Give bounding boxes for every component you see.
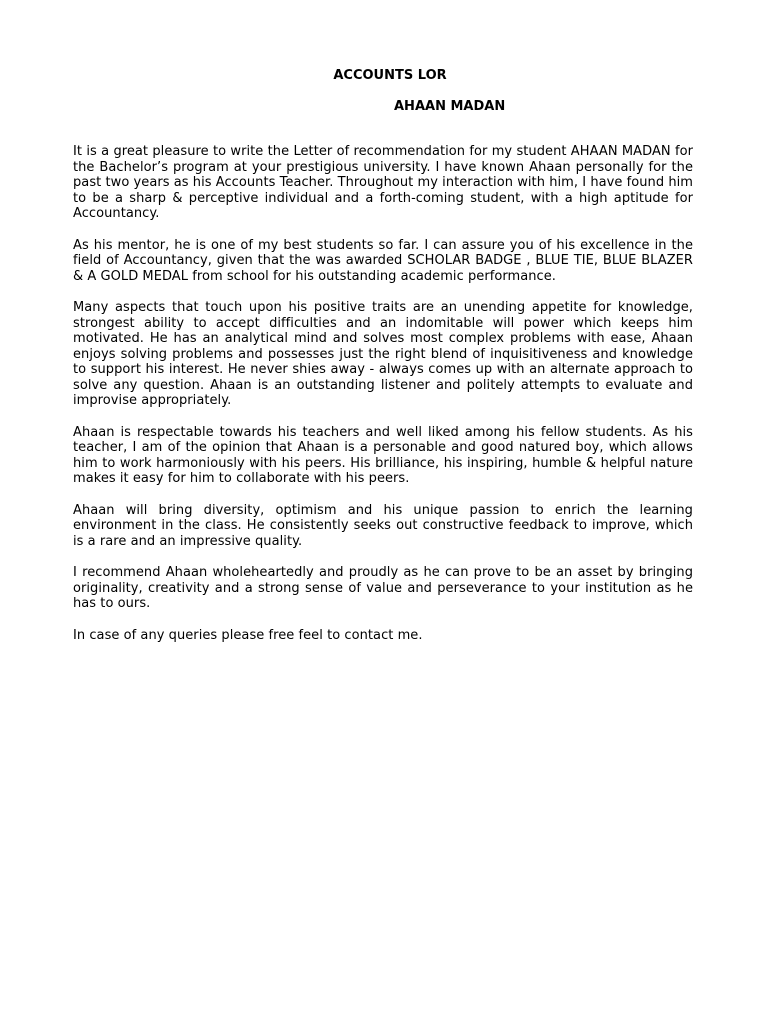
paragraph-character: Ahaan is respectable towards his teachers and well liked among his fellow students. As his teacher, I am of the opinion that Ahaan is a personable and good natured boy, which allows him to work harmoniously with his peers. His brilliance, his inspiring, humble & helpful nature makes it easy for him to collaborate with his peers. (73, 424, 693, 486)
document-title: ACCOUNTS LOR (333, 68, 447, 83)
paragraph-introduction: It is a great pleasure to write the Letter of recommendation for my student AHAAN MADAN for the Bachelor’s program at your prestigious university. I have known Ahaan personally for the past two years as his Accounts Teacher. Throughout my interaction with him, I have found him to be a sharp & perceptive individual and a forth-coming student, with a high aptitude for Accountancy. (73, 144, 693, 221)
paragraph-achievements: As his mentor, he is one of my best students so far. I can assure you of his excellence in the field of Accountancy, given that the was awarded SCHOLAR BADGE , BLUE TIE, BLUE BLAZER & A GOLD MEDAL from school for his outstanding academic performance. (73, 237, 693, 284)
paragraph-recommendation: I recommend Ahaan wholeheartedly and proudly as he can prove to be an asset by bringing originality, creativity and a strong sense of value and perseverance to your institution as he has to ours. (73, 565, 693, 611)
paragraph-contribution: Ahaan will bring diversity, optimism and his unique passion to enrich the learning environment in the class. He consistently seeks out constructive feedback to improve, which is a rare and an impressive quality. (73, 502, 693, 549)
letter-page (73, 66, 693, 659)
letter-body (73, 144, 693, 643)
paragraph-closing: In case of any queries please free feel to contact me. (73, 627, 423, 643)
student-name-heading: AHAAN MADAN (394, 99, 506, 114)
paragraph-traits: Many aspects that touch upon his positive traits are an unending appetite for knowledge, strongest ability to accept difficulties and an indomitable will power which keeps him motivated. He has an analytical mind and solves most complex problems with ease, Ahaan enjoys solving problems and possesses just the right blend of inquisitiveness and knowledge to support his interest. He never shies away - always comes up with an alternate approach to solve any question. Ahaan is an outstanding listener and politely attempts to evaluate and improvise appropriately. (73, 300, 693, 408)
